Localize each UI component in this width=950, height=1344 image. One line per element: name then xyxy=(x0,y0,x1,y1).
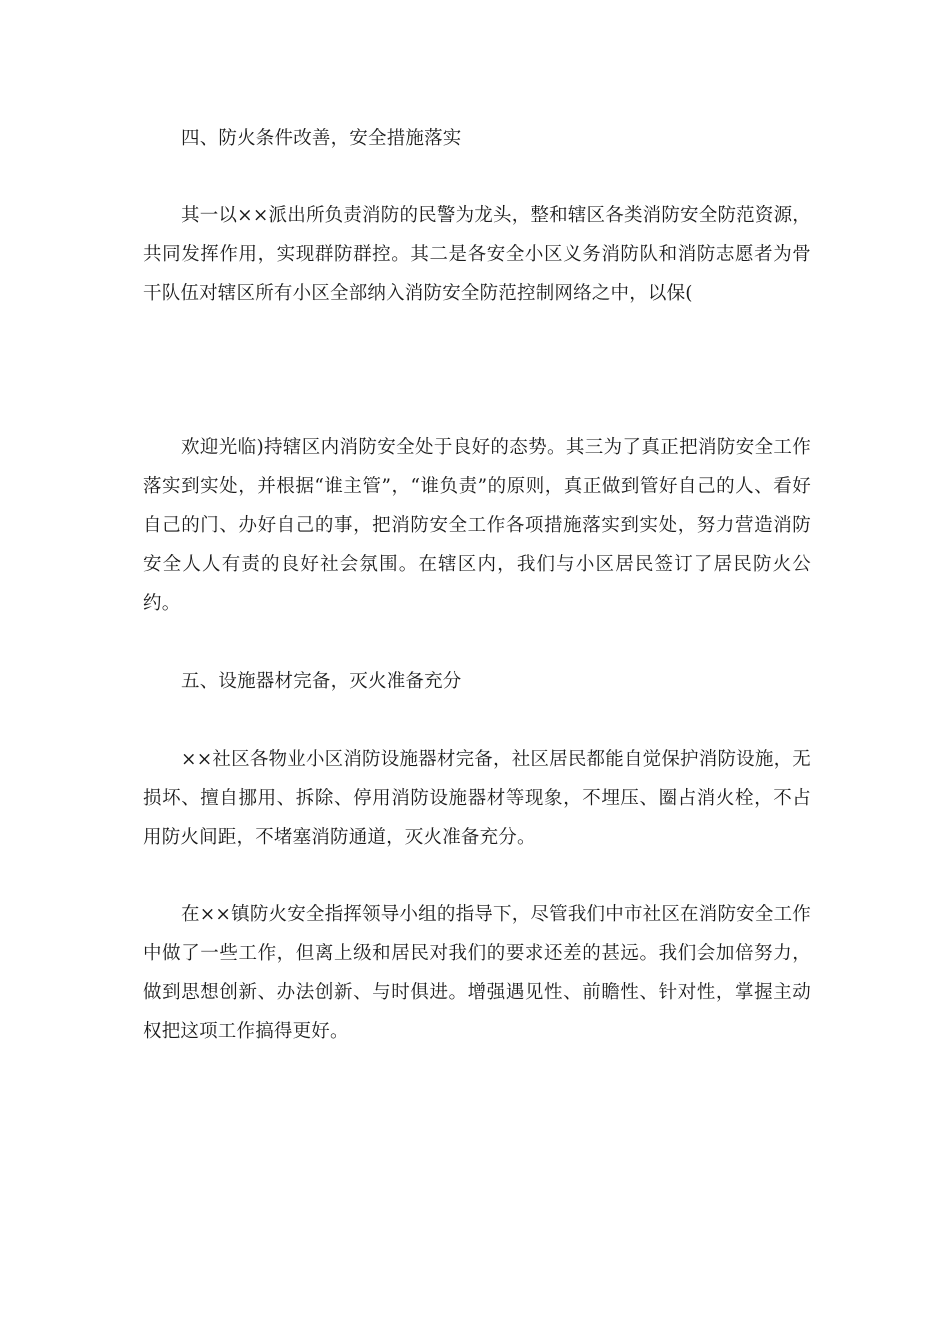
paragraph-safety-situation: 欢迎光临)持辖区内消防安全处于良好的态势。其三为了真正把消防安全工作落实到实处，并根据“谁主管”，“谁负责”的原则，真正做到管好自己的人、看好自己的门、办好自己的事，把消防安全工作各项措施落实到实处，努力营造消防安全人人有责的良好社会氛围。在辖区内，我们与小区居民签订了居民防火公约。 xyxy=(143,437,811,614)
paragraph-conclusion: 在××镇防火安全指挥领导小组的指导下，尽管我们中市社区在消防安全工作中做了一些工作，但离上级和居民对我们的要求还差的甚远。我们会加倍努力，做到思想创新、办法创新、与时俱进。增强遇见性、前瞻性、针对性，掌握主动权把这项工作搞得更好。 xyxy=(143,904,811,1042)
section-heading-fire-conditions: 四、防火条件改善，安全措施落实 xyxy=(181,128,462,149)
section-heading-equipment: 五、设施器材完备，灭火准备充分 xyxy=(181,671,462,692)
paragraph-joint-prevention: 其一以××派出所负责消防的民警为龙头，整和辖区各类消防安全防范资源，共同发挥作用，实现群防群控。其二是各安全小区义务消防队和消防志愿者为骨干队伍对辖区所有小区全部纳入消防安全防范控制网络之中，以保( xyxy=(143,205,811,304)
paragraph-equipment-complete: ××社区各物业小区消防设施器材完备，社区居民都能自觉保护消防设施，无损坏、擅自挪用、拆除、停用消防设施器材等现象，不埋压、圈占消火栓，不占用防火间距，不堵塞消防通道，灭火准备充分。 xyxy=(143,749,811,848)
